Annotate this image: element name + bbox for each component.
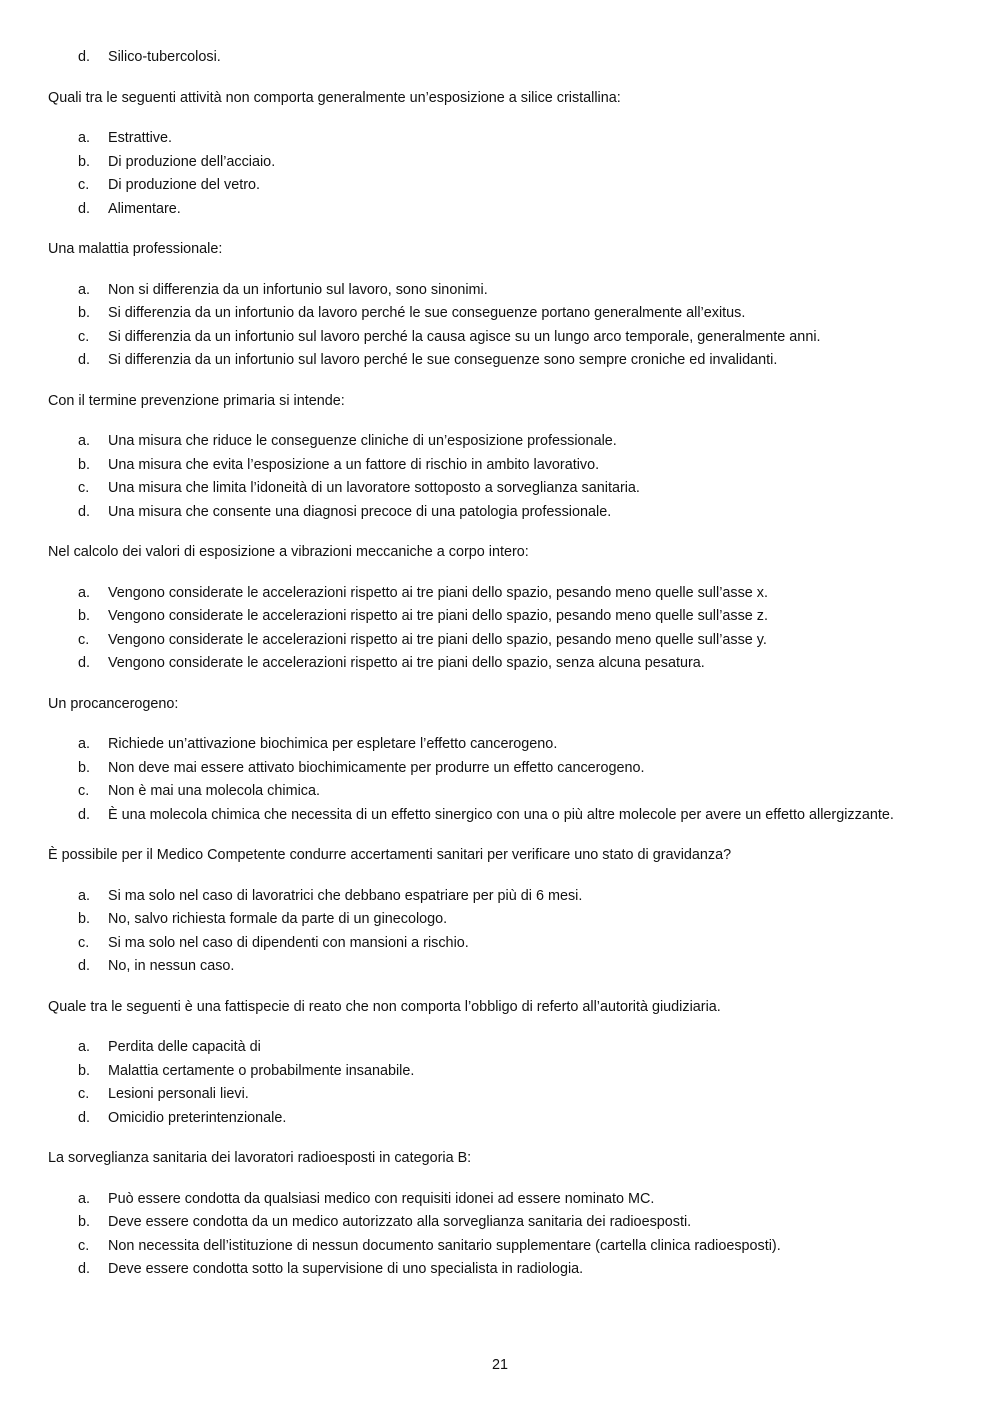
option-letter: b. [78,456,91,473]
option-letter: b. [78,153,91,170]
option-text: Di produzione dell’acciaio. [108,153,276,170]
option-item [48,908,953,932]
question-text: Nel calcolo dei valori di esposizione a vibrazioni meccaniche a corpo intero: [48,544,529,560]
option-item [48,757,953,781]
option-item [48,1188,953,1212]
option-item [48,279,953,303]
option-letter: b. [78,305,91,321]
option-item [48,582,953,606]
question-text: Una malattia professionale: [48,241,223,257]
option-item [48,198,953,222]
option-text: Silico-tubercolosi. [108,49,221,65]
option-item [48,652,953,676]
option-letter: c. [78,328,90,345]
option-text: Non è mai una molecola chimica. [108,783,320,799]
option-list [48,1188,953,1282]
option-list [48,430,953,524]
option-letter: d. [78,806,91,823]
option-text: Non si differenzia da un infortunio sul lavoro, sono sinonimi. [108,281,488,298]
option-item [48,1235,953,1259]
option-letter: c. [78,783,90,799]
option-letter: c. [78,631,90,648]
option-text: Vengono considerate le accelerazioni rispetto ai tre piani dello spazio, pesando meno quelle sull’asse z. [108,608,768,624]
option-item [48,932,953,956]
option-item [48,302,953,326]
option-item [48,430,953,454]
option-item [48,1036,953,1060]
question-text: Quale tra le seguenti è una fattispecie di reato che non comporta l’obbligo di referto all’autorità giudiziaria. [48,998,721,1015]
option-text: Malattia certamente o probabilmente insanabile. [108,1062,415,1079]
option-letter: d. [78,655,91,671]
option-text: Deve essere condotta sotto la supervisione di uno specialista in radiologia. [108,1261,584,1277]
option-letter: d. [78,1109,91,1126]
option-letter: c. [78,480,90,496]
option-item [48,955,953,979]
option-list [48,127,953,221]
option-letter: a. [78,736,91,752]
option-text: È una molecola chimica che necessita di un effetto sinergico con una o più altre molecole per avere un effetto allergizzante. [108,806,894,823]
option-letter: c. [78,934,90,951]
page-number: 21 [491,1357,508,1373]
option-item [48,127,953,151]
option-text: Una misura che limita l’idoneità di un lavoratore sottoposto a sorveglianza sanitaria. [108,480,640,496]
option-text: Non deve mai essere attivato biochimicamente per produrre un effetto cancerogeno. [108,759,645,776]
question-text: È possibile per il Medico Competente condurre accertamenti sanitari per verificare uno stato di gravidanza? [48,847,732,863]
option-text: Può essere condotta da qualsiasi medico con requisiti idonei ad essere nominato MC. [108,1190,655,1207]
option-text: Si ma solo nel caso di lavoratrici che debbano espatriare per più di 6 mesi. [108,887,583,904]
option-text: Una misura che evita l’esposizione a un fattore di rischio in ambito lavorativo. [108,456,600,473]
option-item [48,1083,953,1107]
option-list [48,582,953,676]
option-text: No, in nessun caso. [108,958,235,974]
option-item [48,733,953,757]
option-item [48,501,953,525]
option-letter: b. [78,1062,91,1079]
option-text: Si differenzia da un infortunio sul lavoro perché la causa agisce su un lungo arco temporale, generalmente anni. [108,328,821,345]
option-text: Perdita delle capacità di [108,1039,261,1055]
option-item [48,326,953,350]
option-text: Si differenzia da un infortunio sul lavoro perché le sue conseguenze sono sempre croniche ed invalidanti. [108,352,778,368]
option-letter: a. [78,130,91,146]
question-text: La sorveglianza sanitaria dei lavoratori radioesposti in categoria B: [48,1150,472,1166]
question-text: Con il termine prevenzione primaria si intende: [48,392,345,409]
option-item [48,151,953,175]
option-letter: d. [78,958,91,974]
option-letter: a. [78,584,91,601]
option-text: Estrattive. [108,130,172,146]
option-item [48,46,953,70]
option-text: Una misura che consente una diagnosi precoce di una patologia professionale. [108,503,612,520]
option-item [48,605,953,629]
option-list [48,1036,953,1130]
option-item [48,1060,953,1084]
option-item [48,885,953,909]
option-text: Si differenzia da un infortunio da lavoro perché le sue conseguenze portano generalmente all’exitus. [108,305,746,321]
option-text: Vengono considerate le accelerazioni rispetto ai tre piani dello spazio, pesando meno quelle sull’asse x. [108,584,768,601]
option-list [48,46,953,70]
question-text: Un procancerogeno: [48,695,179,712]
option-item [48,1211,953,1235]
option-letter: d. [78,49,91,65]
option-item [48,349,953,373]
option-text: Vengono considerate le accelerazioni rispetto ai tre piani dello spazio, pesando meno quelle sull’asse y. [108,631,767,648]
document-page [48,46,953,1299]
option-letter: b. [78,759,91,776]
option-list [48,885,953,979]
question-list [48,87,953,1282]
option-text: Una misura che riduce le conseguenze cliniche di un’esposizione professionale. [108,433,617,449]
option-text: Si ma solo nel caso di dipendenti con mansioni a rischio. [108,934,469,951]
option-item [48,780,953,804]
option-letter: d. [78,200,91,217]
option-letter: b. [78,608,91,624]
option-text: Vengono considerate le accelerazioni rispetto ai tre piani dello spazio, senza alcuna pesatura. [108,655,705,671]
option-text: Deve essere condotta da un medico autorizzato alla sorveglianza sanitaria dei radioesposti. [108,1214,692,1230]
option-letter: a. [78,1039,91,1055]
option-letter: a. [78,1190,91,1207]
option-letter: d. [78,503,91,520]
option-item [48,174,953,198]
option-letter: c. [78,1086,90,1102]
option-letter: c. [78,1237,90,1254]
option-text: Di produzione del vetro. [108,177,260,193]
option-item [48,1258,953,1282]
option-letter: a. [78,887,91,904]
option-text: Lesioni personali lievi. [108,1086,249,1102]
option-letter: d. [78,1261,91,1277]
option-letter: b. [78,1214,91,1230]
option-letter: a. [78,281,91,298]
option-text: Alimentare. [108,200,181,217]
option-letter: a. [78,433,91,449]
option-letter: b. [78,911,91,927]
question-text: Quali tra le seguenti attività non comporta generalmente un’esposizione a silice cristallina: [48,89,621,106]
option-item [48,1107,953,1131]
option-item [48,629,953,653]
option-item [48,804,953,828]
option-item [48,454,953,478]
option-letter: c. [78,177,90,193]
option-letter: d. [78,352,91,368]
option-list [48,733,953,827]
option-item [48,477,953,501]
option-text: Omicidio preterintenzionale. [108,1109,287,1126]
option-text: Richiede un’attivazione biochimica per espletare l’effetto cancerogeno. [108,736,558,752]
option-text: Non necessita dell’istituzione di nessun documento sanitario supplementare (cartella clinica radioesposti). [108,1237,781,1254]
option-text: No, salvo richiesta formale da parte di un ginecologo. [108,911,448,927]
option-list [48,279,953,373]
